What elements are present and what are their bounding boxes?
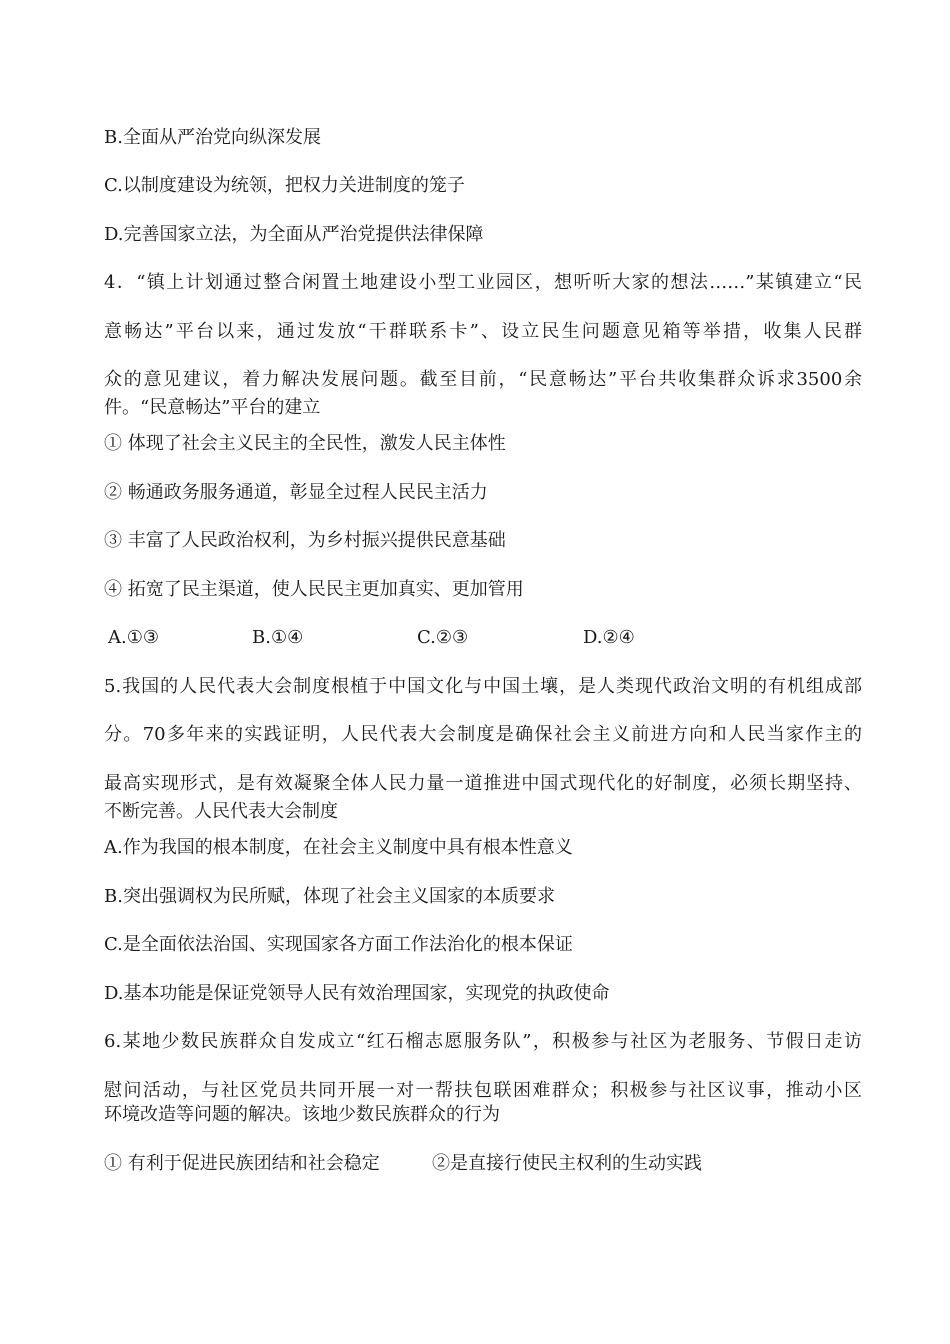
q6-statement-1: ① 有利于促进民族团结和社会稳定 xyxy=(104,1153,380,1174)
option-b-prev: B.全面从严治党向纵深发展 xyxy=(104,127,321,148)
q5-stem-line-2: 分。70多年来的实践证明，人民代表大会制度是确保社会主义前进方向和人民当家作主的 xyxy=(104,724,862,745)
q4-statement-2: ② 畅通政务服务通道，彰显全过程人民民主活力 xyxy=(104,482,488,503)
q4-statement-1: ① 体现了社会主义民主的全民性，激发人民主体性 xyxy=(104,433,506,454)
q6-stem-line-3: 环境改造等问题的解决。该地少数民族群众的行为 xyxy=(104,1104,500,1125)
q6-stem-line-2: 慰问活动，与社区党员共同开展一对一帮扶包联困难群众；积极参与社区议事，推动小区 xyxy=(104,1080,862,1101)
q4-choices xyxy=(0,626,950,650)
q4-statement-4: ④ 拓宽了民主渠道，使人民民主更加真实、更加管用 xyxy=(104,579,524,600)
q6-stem-line-1: 6.某地少数民族群众自发成立“红石榴志愿服务队”，积极参与社区为老服务、节假日走访 xyxy=(104,1031,862,1052)
q4-choice-c: C.②③ xyxy=(417,627,469,648)
q5-stem-line-4: 不断完善。人民代表大会制度 xyxy=(104,801,338,822)
q5-option-b: B.突出强调权为民所赋，体现了社会主义国家的本质要求 xyxy=(104,886,555,907)
q5-option-c: C.是全面依法治国、实现国家各方面工作法治化的根本保证 xyxy=(104,934,573,955)
q5-stem-line-1: 5.我国的人民代表大会制度根植于中国文化与中国土壤，是人类现代政治文明的有机组成部 xyxy=(104,676,862,697)
q5-option-d: D.基本功能是保证党领导人民有效治理国家，实现党的执政使命 xyxy=(104,983,610,1004)
q5-option-a: A.作为我国的根本制度，在社会主义制度中具有根本性意义 xyxy=(104,837,573,858)
q4-stem-line-4: 件。“民意畅达”平台的建立 xyxy=(104,397,321,418)
q4-choice-d: D.②④ xyxy=(583,627,635,648)
q5-stem-line-3: 最高实现形式，是有效凝聚全体人民力量一道推进中国式现代化的好制度，必须长期坚持、 xyxy=(104,773,862,794)
q4-stem-line-3: 众的意见建议，着力解决发展问题。截至目前，“民意畅达”平台共收集群众诉求3500余 xyxy=(104,369,862,390)
q6-statement-2: ②是直接行使民主权利的生动实践 xyxy=(432,1153,702,1174)
option-c-prev: C.以制度建设为统领，把权力关进制度的笼子 xyxy=(104,175,465,196)
q4-stem-line-1: 4．“镇上计划通过整合闲置土地建设小型工业园区，想听听大家的想法……”某镇建立“民 xyxy=(104,272,862,293)
q4-choice-b: B.①④ xyxy=(252,627,304,648)
q4-choice-a: A.①③ xyxy=(108,627,159,648)
q4-stem-line-2: 意畅达”平台以来，通过发放“干群联系卡”、设立民生问题意见箱等举措，收集人民群 xyxy=(104,321,862,342)
option-d-prev: D.完善国家立法，为全面从严治党提供法律保障 xyxy=(104,224,484,245)
q4-statement-3: ③ 丰富了人民政治权利，为乡村振兴提供民意基础 xyxy=(104,530,506,551)
